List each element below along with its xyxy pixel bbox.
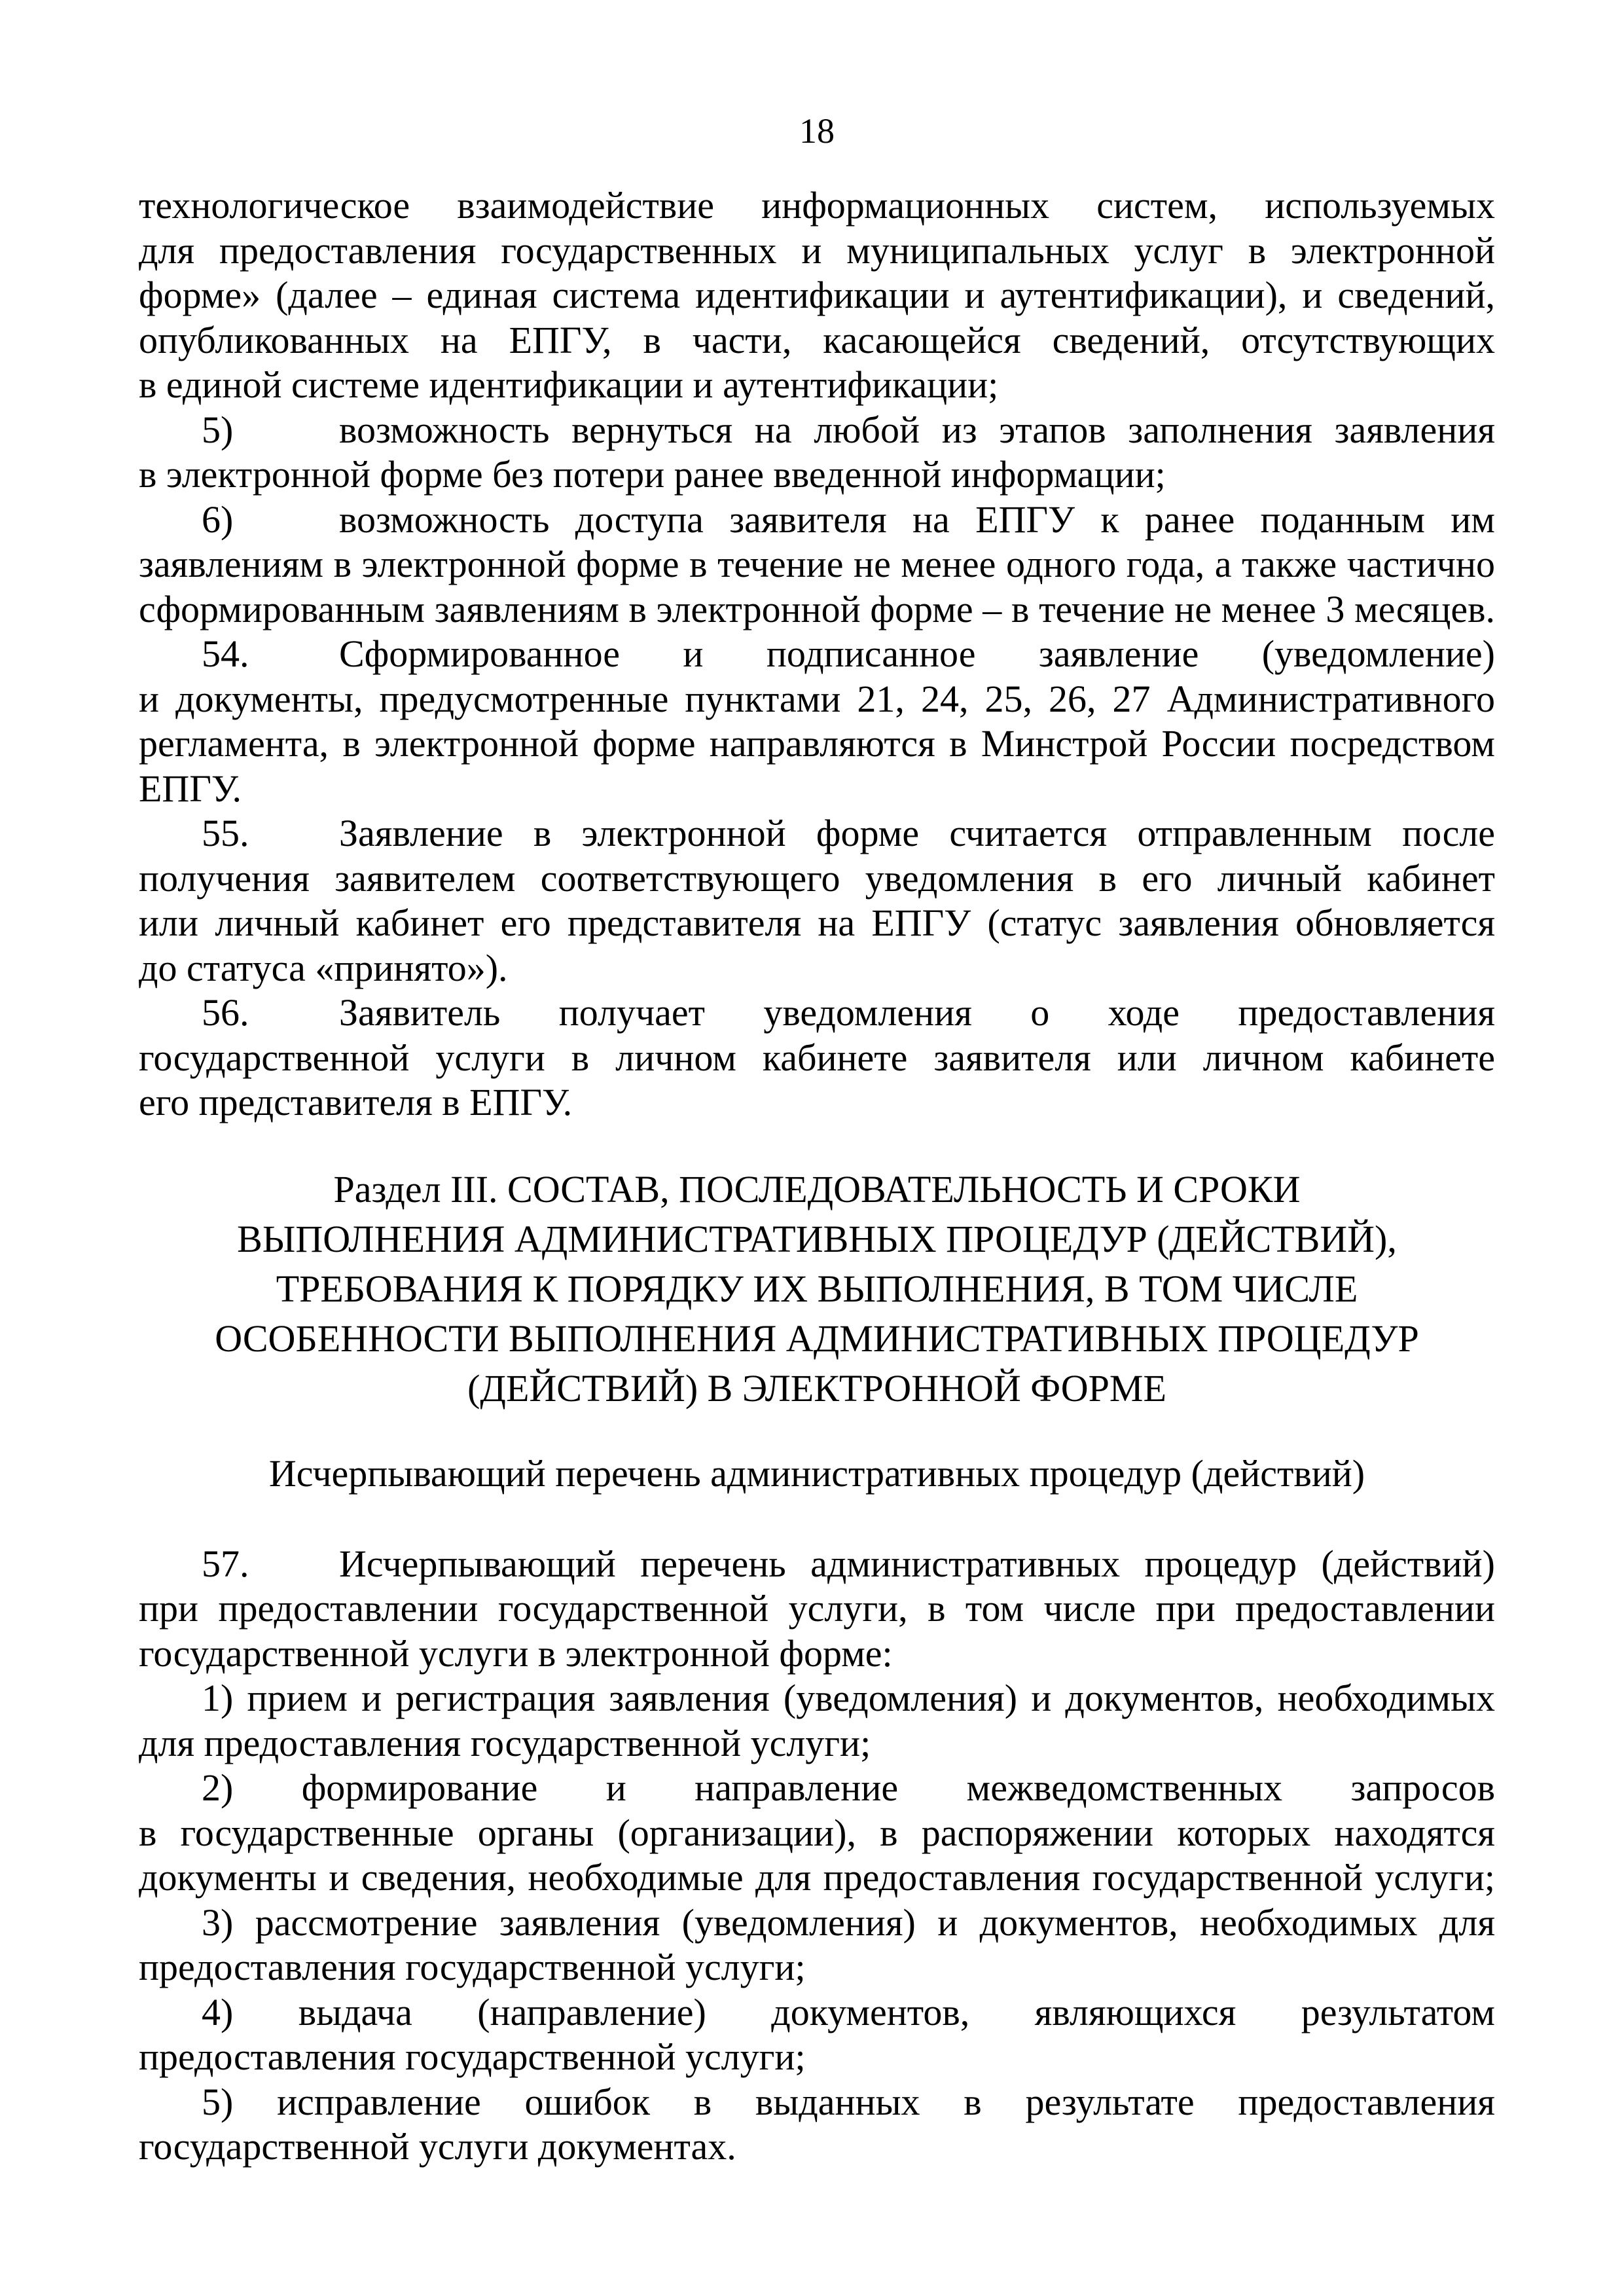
text-line: возможность вернуться на любой из этапов заполнения заявления [339,408,1495,451]
text-line: предоставления государственной услуги; [139,1946,806,1988]
text-line: для предоставления государственных и муниципальных услуг в электронной [139,228,1495,272]
list-item-5 [139,408,1495,498]
paragraph-56 [139,991,1495,1125]
list-item [139,2080,1495,2170]
text-line: государственной услуги в личном кабинете заявителя или личном кабинете [139,1036,1495,1079]
text-line: 4) выдача (направление) документов, являющихся результатом [202,1990,1495,2033]
text-line: государственной услуги документах. [139,2125,736,2168]
heading-line: (ДЕЙСТВИЙ) В ЭЛЕКТРОННОЙ ФОРМЕ [467,1366,1166,1410]
text-line: 3) рассмотрение заявления (уведомления) и документов, необходимых для [202,1901,1495,1944]
page-number: 18 [799,111,835,151]
text-line: в государственные органы (организации), в распоряжении которых находятся [139,1811,1495,1854]
text-line: ЕПГУ. [139,767,242,810]
paragraph-number: 56. [202,991,249,1034]
text-line: Исчерпывающий перечень административных процедур (действий) [339,1542,1495,1585]
text-line: или личный кабинет его представителя на ЕПГУ (статус заявления обновляется [139,902,1495,944]
text-line: Сформированное и подписанное заявление (уведомление) [339,632,1495,675]
text-line: возможность доступа заявителя на ЕПГУ к ранее поданным им [339,498,1495,541]
text-line: 1) прием и регистрация заявления (уведомления) и документов, необходимых [202,1677,1495,1719]
text-line: для предоставления государственной услуги; [139,1721,871,1764]
text-line: Заявитель получает уведомления о ходе предоставления [339,991,1495,1034]
subheading: Исчерпывающий перечень административных процедур (действий) [268,1451,1365,1495]
item-number: 6) [202,498,234,541]
text-line: получения заявителем соответствующего уведомления в его личный кабинет [139,856,1495,900]
text-line: технологическое взаимодействие информационных систем, используемых [139,184,1495,227]
text-line: форме» (далее – единая система идентификации и аутентификации), и сведений, [139,274,1495,316]
paragraph-55 [139,811,1495,991]
paragraph-number: 55. [202,812,249,854]
item-number: 5) [202,408,234,451]
list-item [139,1676,1495,1766]
paragraph-number: 54. [202,632,249,675]
heading-line: ОСОБЕННОСТИ ВЫПОЛНЕНИЯ АДМИНИСТРАТИВНЫХ ПРОЦЕДУР [215,1317,1419,1360]
list-item [139,1766,1495,1901]
text-line: его представителя в ЕПГУ. [139,1081,573,1123]
text-line: документы и сведения, необходимые для предоставления государственной услуги; [139,1856,1495,1899]
text-line: в электронной форме без потери ранее введенной информации; [139,453,1166,496]
paragraph-57 [139,1542,1495,1677]
paragraph-number: 57. [202,1542,249,1585]
heading-line: Раздел III. СОСТАВ, ПОСЛЕДОВАТЕЛЬНОСТЬ И СРОКИ [333,1167,1301,1211]
list-item [139,1901,1495,1990]
text-line: 2) формирование и направление межведомственных запросов [202,1766,1495,1809]
heading-line: ТРЕБОВАНИЯ К ПОРЯДКУ ИХ ВЫПОЛНЕНИЯ, В ТОМ ЧИСЛЕ [276,1267,1358,1310]
text-line: предоставления государственной услуги; [139,2035,806,2078]
text-line: Заявление в электронной форме считается отправленным после [339,812,1495,854]
text-line: заявлениям в электронной форме в течение не менее одного года, а также частично [139,543,1495,585]
paragraph-54 [139,632,1495,811]
continuation-paragraph [139,183,1495,408]
text-line: при предоставлении государственной услуги, в том числе при предоставлении [139,1587,1495,1630]
heading-line: ВЫПОЛНЕНИЯ АДМИНИСТРАТИВНЫХ ПРОЦЕДУР (ДЕЙСТВИЙ), [237,1217,1397,1260]
text-line: опубликованных на ЕПГУ, в части, касающейся сведений, отсутствующих [139,318,1495,361]
list-item [139,1990,1495,2080]
text-line: и документы, предусмотренные пунктами 21, 24, 25, 26, 27 Административного [139,677,1495,720]
text-line: в единой системе идентификации и аутентификации; [139,363,999,406]
list-item-6 [139,498,1495,632]
text-line: 5) исправление ошибок в выданных в результате предоставления [202,2080,1495,2123]
text-line: до статуса «принято»). [139,946,508,989]
text-line: государственной услуги в электронной форме: [139,1631,893,1675]
text-line: регламента, в электронной форме направляются в Минстрой России посредством [139,722,1495,765]
section-heading [139,1165,1495,1413]
text-line: сформированным заявлениям в электронной форме – в течение не менее 3 месяцев. [139,587,1495,630]
procedure-list [139,1676,1495,2170]
page-content [139,111,1495,2170]
